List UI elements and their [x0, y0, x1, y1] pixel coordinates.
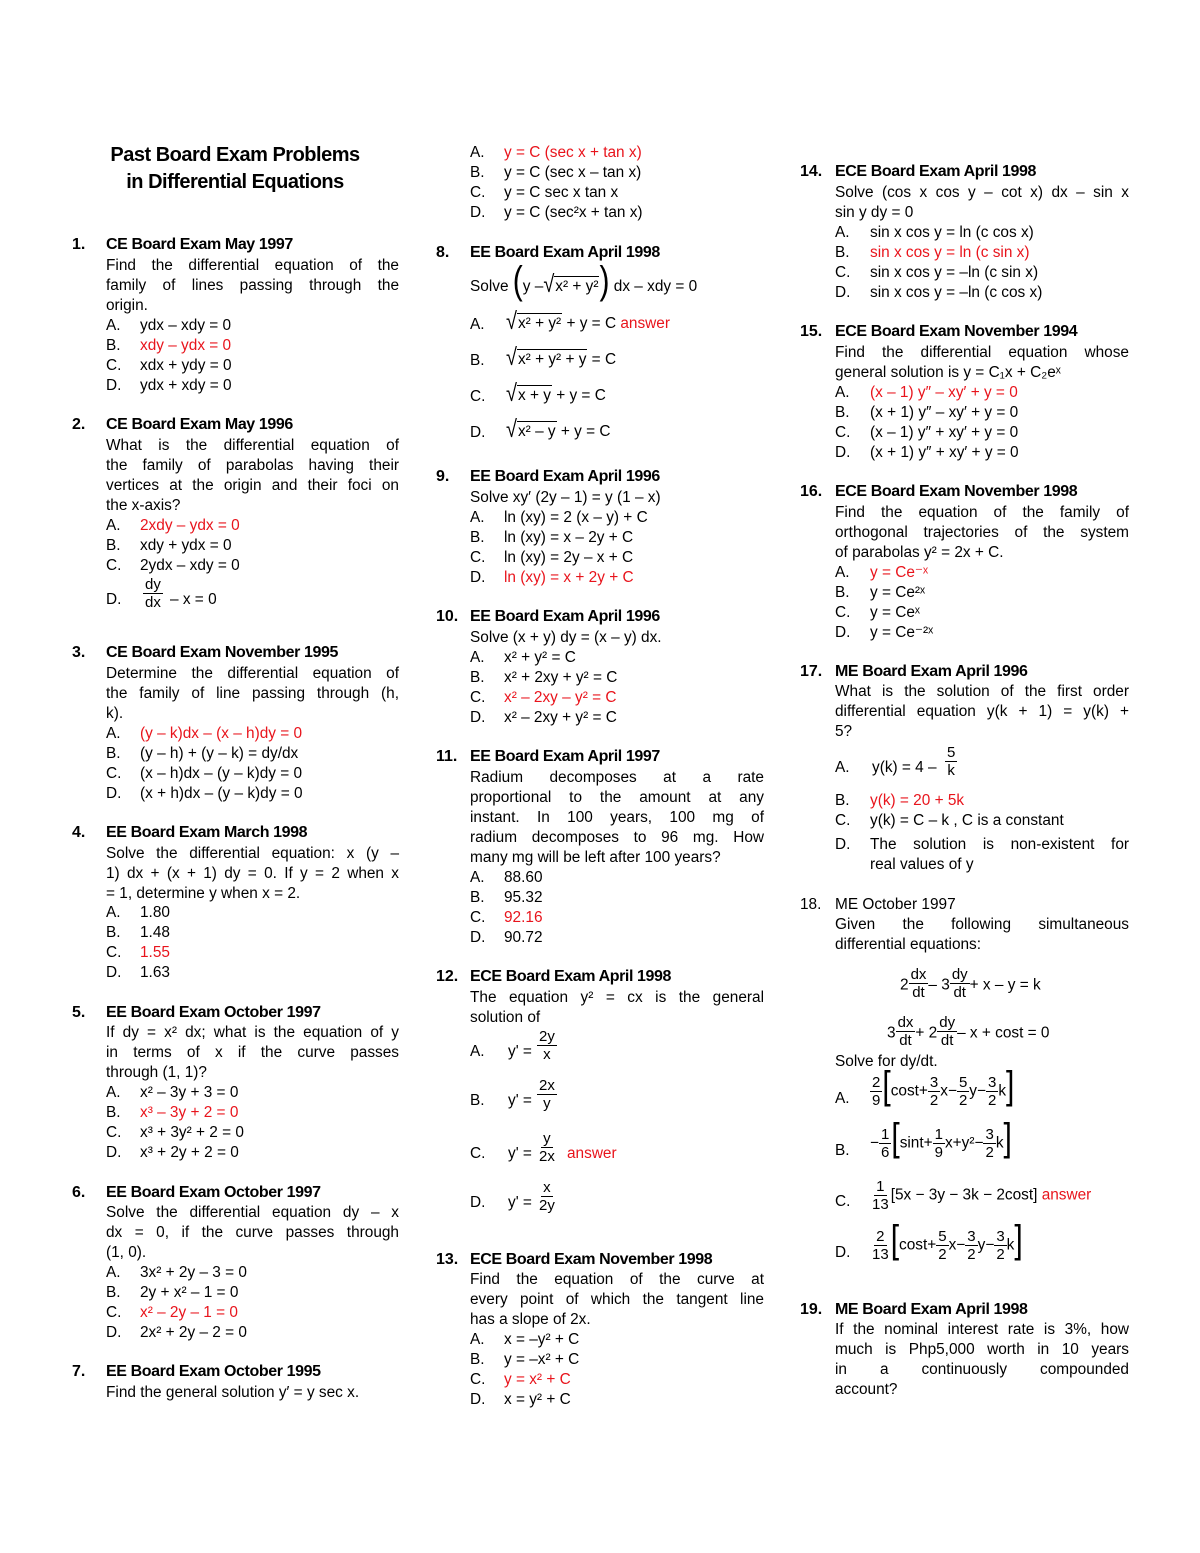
question-text-line: proportional to the amount at any — [470, 789, 764, 806]
question-heading: ME Board Exam April 1998 — [835, 1301, 1028, 1318]
question-text-line: k). — [106, 705, 124, 722]
option-text-answer: ln (xy) = x + 2y + C — [504, 569, 634, 586]
question-number: 10. — [436, 608, 459, 625]
question-text-line: has a slope of 2x. — [470, 1311, 591, 1328]
question-heading: CE Board Exam May 1996 — [106, 416, 293, 433]
fraction: $\frac{y}{2x}$ — [539, 1130, 555, 1165]
question-text-line: instant. In 100 years, 100 mg of — [470, 809, 764, 826]
option-letter: C. — [835, 604, 851, 621]
fraction-denominator: dx — [145, 594, 161, 611]
option-letter: A. — [835, 564, 850, 581]
option-letter: D. — [470, 709, 486, 726]
option-text: x² – 2xy + y² = C — [504, 709, 617, 726]
option-text: The solution is non-existent for — [870, 836, 1129, 853]
option-text: (x + h)dx – (y – k)dy = 0 — [140, 785, 303, 802]
option-text: sin x cos y = –ln (c sin x) — [870, 264, 1039, 281]
option-text: 88.60 — [504, 869, 543, 886]
option-text-answer: y(k) = 20 + 5k — [870, 792, 965, 809]
question-text-line: in terms of x if the curve passes — [106, 1044, 399, 1061]
option-text: ln (xy) = x – 2y + C — [504, 529, 634, 546]
question-heading: ECE Board Exam April 1998 — [835, 163, 1037, 180]
option-letter: B. — [470, 164, 485, 181]
question-text-line: Find the general solution y′ = y sec x. — [106, 1384, 360, 1401]
fraction-numerator: dy — [145, 576, 161, 593]
question-number: 15. — [800, 323, 823, 340]
question-heading: ECE Board Exam November 1998 — [470, 1251, 713, 1268]
option-text: y = C sec x tan x — [504, 184, 619, 201]
option-text-answer: 2xdy – ydx = 0 — [140, 517, 240, 534]
option-text: y = Ceˣ — [870, 604, 920, 621]
option-text: ln (xy) = 2y – x + C — [504, 549, 634, 566]
equation — [470, 259, 698, 303]
option-letter: A. — [835, 1090, 850, 1107]
option-text: x² – 3y + 3 = 0 — [140, 1084, 239, 1101]
question-number: 7. — [72, 1363, 86, 1380]
option-text: √x² + y² + y = C — [506, 344, 617, 372]
option-text-answer: 1.55 — [140, 944, 170, 961]
option-text-answer: y = x² + C — [504, 1371, 571, 1388]
option-text: xdx + ydy = 0 — [140, 357, 232, 374]
question-number: 12. — [436, 968, 459, 985]
question-text-line: (1, 0). — [106, 1244, 147, 1261]
option-text: 95.32 — [504, 889, 543, 906]
option-text: 2x² + 2y – 2 = 0 — [140, 1324, 247, 1341]
option-text: sin x cos y = –ln (c cos x) — [870, 284, 1043, 301]
question-text-line: Solve the differential equation dy – x — [106, 1204, 399, 1221]
option-letter: C. — [470, 909, 486, 926]
option-letter: C. — [470, 388, 486, 405]
option-letter: D. — [470, 1391, 486, 1408]
question-number: 18. — [800, 896, 822, 913]
option-letter: A. — [835, 224, 850, 241]
option-text: $\frac{1}{13}$ [5x − 3y − 3k − 2cost] answer — [872, 1178, 1092, 1213]
option-letter: B. — [835, 584, 850, 601]
option-letter: D. — [470, 1194, 486, 1211]
question-text-line: Given the following simultaneous — [835, 916, 1129, 933]
question-number: 16. — [800, 483, 823, 500]
option-letter: D. — [470, 569, 486, 586]
question-text-line: Solve xy′ (2y – 1) = y (1 – x) — [470, 489, 661, 506]
option-letter: A. — [835, 384, 850, 401]
option-text: (y – h) + (y – k) = dy/dx — [140, 745, 299, 762]
option-text: y = C (sec²x + tan x) — [504, 204, 643, 221]
question-text-line: What is the solution of the first order — [835, 683, 1129, 700]
question-heading: ME Board Exam April 1996 — [835, 663, 1028, 680]
question-heading: EE Board Exam October 1995 — [106, 1363, 321, 1380]
question-number: 6. — [72, 1184, 86, 1201]
option-letter: C. — [470, 1145, 486, 1162]
question-text-line: If the nominal interest rate is 3%, how — [835, 1321, 1129, 1338]
paren-open: ( — [512, 259, 523, 303]
option-text: y = C (sec x – tan x) — [504, 164, 642, 181]
option-letter: B. — [835, 244, 850, 261]
page-title — [75, 142, 395, 196]
question-number: 2. — [72, 416, 86, 433]
title-line-2: in Differential Equations — [126, 171, 344, 193]
option-letter: C. — [106, 1124, 122, 1141]
question-number: 14. — [800, 163, 823, 180]
question-number: 3. — [72, 644, 86, 661]
option-letter: C. — [470, 184, 486, 201]
option-letter: D. — [835, 624, 851, 641]
option-letter: C. — [835, 812, 851, 829]
question-text-line: every point of which the tangent line — [470, 1291, 764, 1308]
option-letter: B. — [470, 1351, 485, 1368]
question-text-line: in a continuously compounded — [835, 1361, 1129, 1378]
option-text: – x = 0 — [170, 591, 217, 608]
option-letter: C. — [106, 557, 122, 574]
option-letter: A. — [106, 1084, 121, 1101]
question-number: 4. — [72, 824, 86, 841]
option-letter: C. — [470, 549, 486, 566]
sqrt-sign: √ — [543, 271, 555, 299]
option-letter: D. — [835, 836, 851, 853]
option-text: x³ + 3y² + 2 = 0 — [140, 1124, 244, 1141]
option-letter: A. — [470, 509, 485, 526]
title-line-1: Past Board Exam Problems — [110, 144, 360, 166]
option-letter: C. — [106, 1304, 122, 1321]
option-text: x³ + 2y + 2 = 0 — [140, 1144, 239, 1161]
answer-marker: answer — [620, 315, 670, 332]
question-heading: CE Board Exam November 1995 — [106, 644, 338, 661]
option-text-answer: y = C (sec x + tan x) — [504, 144, 642, 161]
option-letter: A. — [470, 1043, 485, 1060]
option-letter: D. — [106, 377, 122, 394]
question-number: 5. — [72, 1004, 86, 1021]
option-letter: C. — [470, 1371, 486, 1388]
option-text: x = y² + C — [504, 1391, 571, 1408]
question-text-line: family of lines passing through the — [106, 277, 399, 294]
option-letter: C. — [470, 689, 486, 706]
option-text: √x² – y + y = C — [506, 416, 611, 444]
question-number: 11. — [436, 748, 458, 765]
option-text: x² + 2xy + y² = C — [504, 669, 618, 686]
option-text-answer: x² – 2y – 1 = 0 — [140, 1304, 238, 1321]
option-text-answer: (x – 1) y″ – xy′ + y = 0 — [870, 384, 1018, 401]
option-letter: B. — [106, 1104, 121, 1121]
question-text-line: Determine the differential equation of — [106, 665, 399, 682]
option-text: √x + y + y = C — [506, 380, 606, 408]
question-heading: ECE Board Exam November 1998 — [835, 483, 1078, 500]
option-letter: D. — [470, 929, 486, 946]
option-text: 2y + x² – 1 = 0 — [140, 1284, 239, 1301]
option-letter: B. — [470, 529, 485, 546]
question-text-line: = 1, determine y when x = 2. — [106, 885, 301, 902]
option-letter: C. — [106, 765, 122, 782]
option-lhs: y' = — [508, 1194, 532, 1211]
radicand: x² + y² — [555, 278, 599, 295]
option-letter: A. — [470, 869, 485, 886]
solve-instruction: Solve for dy/dt. — [835, 1053, 938, 1070]
question-text-line: Find the equation of the curve at — [470, 1271, 764, 1288]
option-letter: B. — [106, 924, 121, 941]
option-text: ydx – xdy = 0 — [140, 317, 232, 334]
question-text-line: The equation y² = cx is the general — [470, 989, 764, 1006]
option-letter: B. — [106, 337, 121, 354]
question-text-line: general solution is y = C₁x + C₂eˣ — [835, 364, 1061, 381]
option-text: $\frac{2}{13}$ [cost+ $\frac{5}{2}$ x− $\frac{3}{2}$ y− $\frac{3}{2}$ k] — [872, 1218, 1023, 1263]
option-letter: B. — [106, 745, 121, 762]
question-heading: EE Board Exam March 1998 — [106, 824, 308, 841]
option-text: (x + 1) y″ – xy′ + y = 0 — [870, 404, 1019, 421]
option-text: ydx + xdy = 0 — [140, 377, 232, 394]
question-text-line: account? — [835, 1381, 898, 1398]
question-text-line: sin y dy = 0 — [835, 204, 914, 221]
question-text-line: Find the equation of the family of — [835, 504, 1129, 521]
equation-part: dx – xdy = 0 — [613, 278, 698, 295]
option-text-answer: x² – 2xy – y² = C — [504, 689, 617, 706]
option-letter: C. — [835, 264, 851, 281]
question-number: 8. — [436, 244, 450, 261]
option-text: (x + 1) y″ + xy′ + y = 0 — [870, 444, 1019, 461]
question-heading: CE Board Exam May 1997 — [106, 236, 293, 253]
option-letter: A. — [470, 316, 485, 333]
option-text-answer: 92.16 — [504, 909, 543, 926]
question-heading: EE Board Exam October 1997 — [106, 1184, 321, 1201]
question-number: 9. — [436, 468, 450, 485]
fraction: $\frac{x}{2y}$ — [539, 1179, 555, 1214]
question-text-line: many mg will be left after 100 years? — [470, 849, 721, 866]
question-heading: EE Board Exam April 1998 — [470, 244, 660, 261]
option-letter: D. — [106, 1144, 122, 1161]
option-letter: B. — [106, 1284, 121, 1301]
question-text-line: Solve (cos x cos y – cot x) dx – sin x — [835, 184, 1129, 201]
option-text: y = Ce⁻²ˣ — [870, 624, 934, 641]
question-text-line: through (1, 1)? — [106, 1064, 207, 1081]
question-text-line: Solve (x + y) dy = (x – y) dx. — [470, 629, 662, 646]
question-text-line: orthogonal trajectories of the system — [835, 524, 1129, 541]
option-letter: D. — [835, 284, 851, 301]
question-text-line: vertices at the origin and their foci on — [106, 477, 399, 494]
option-text: ln (xy) = 2 (x – y) + C — [504, 509, 648, 526]
option-letter: C. — [106, 357, 122, 374]
question-text-line: much is Php5,000 worth in 10 years — [835, 1341, 1129, 1358]
equation-part: y – — [522, 278, 544, 295]
equation-1: 2 $\frac{dx}{dt}$ – 3 $\frac{dy}{dt}$ + x – y = k — [900, 966, 1041, 1001]
question-text-line: 5? — [835, 723, 853, 740]
option-text: √x² + y² + y = C answer — [506, 308, 670, 336]
option-text: y = –x² + C — [504, 1351, 580, 1368]
option-text: x² + y² = C — [504, 649, 576, 666]
option-lhs: y' = — [508, 1092, 532, 1109]
option-letter: A. — [470, 144, 485, 161]
option-lhs: y' = — [508, 1145, 532, 1162]
option-letter: D. — [835, 1244, 851, 1261]
option-text-answer: (y – k)dx – (x – h)dy = 0 — [140, 725, 303, 742]
option-letter: D. — [106, 964, 122, 981]
option-text: 3x² + 2y – 3 = 0 — [140, 1264, 247, 1281]
question-text-line: solution of — [470, 1009, 541, 1026]
question-text-line: the family of parabolas having their — [106, 457, 399, 474]
option-text: 2ydx – xdy = 0 — [140, 557, 240, 574]
fraction: $\frac{5}{k}$ — [947, 744, 956, 779]
question-text-line: Find the differential equation whose — [835, 344, 1129, 361]
option-letter: D. — [106, 1324, 122, 1341]
question-heading: EE Board Exam April 1996 — [470, 468, 660, 485]
option-text: real values of y — [870, 856, 974, 873]
question-text-line: Solve the differential equation: x (y – — [106, 845, 399, 862]
question-text-line: the family of line passing through (h, — [106, 685, 399, 702]
option-text-answer: x³ – 3y + 2 = 0 — [140, 1104, 239, 1121]
option-text-answer: xdy – ydx = 0 — [140, 337, 232, 354]
option-letter: B. — [106, 537, 121, 554]
option-text: 1.48 — [140, 924, 170, 941]
fraction: $\frac{2x}{y}$ — [539, 1077, 555, 1112]
option-letter: D. — [470, 204, 486, 221]
question-text-line: If dy = x² dx; what is the equation of y — [106, 1024, 399, 1041]
option-text: y = Ce²ˣ — [870, 584, 926, 601]
option-text: 1.80 — [140, 904, 170, 921]
option-letter: B. — [470, 669, 485, 686]
question-text-line: origin. — [106, 297, 148, 314]
option-text: $\frac{2}{9}$ [cost+ $\frac{3}{2}$ x− $\frac{5}{2}$ y− $\frac{3}{2}$ k] — [872, 1064, 1015, 1109]
option-text: − $\frac{1}{6}$ [sint+ $\frac{1}{9}$ x+y²− $\frac{3}{2}$ k] — [870, 1116, 1012, 1161]
option-text: xdy + ydx = 0 — [140, 537, 232, 554]
question-text-line: What is the differential equation of — [106, 437, 399, 454]
answer-marker: answer — [567, 1145, 617, 1162]
question-text-line: radium decomposes to 96 mg. How — [470, 829, 764, 846]
option-letter: A. — [106, 904, 121, 921]
option-letter: B. — [470, 1092, 485, 1109]
option-text: (x – h)dx – (y – k)dy = 0 — [140, 765, 303, 782]
option-letter: C. — [835, 1193, 851, 1210]
question-text-line: Find the differential equation of the — [106, 257, 399, 274]
question-text-line: 1) dx + (x + 1) dy = 0. If y = 2 when x — [106, 865, 399, 882]
option-text: x = –y² + C — [504, 1331, 580, 1348]
option-letter: C. — [835, 424, 851, 441]
question-heading: ME October 1997 — [835, 896, 956, 913]
answer-marker: answer — [1041, 1186, 1092, 1204]
option-letter: D. — [835, 444, 851, 461]
option-letter: B. — [470, 352, 485, 369]
option-letter: D. — [470, 424, 486, 441]
equation-2: 3 $\frac{dx}{dt}$ + 2 $\frac{dy}{dt}$ – x + cost = 0 — [887, 1014, 1050, 1049]
fraction — [143, 576, 163, 611]
question-heading: EE Board Exam April 1997 — [470, 748, 660, 765]
question-number: 13. — [436, 1251, 459, 1268]
option-letter: B. — [835, 1142, 850, 1159]
solve-label: Solve — [470, 278, 509, 295]
question-heading: ECE Board Exam November 1994 — [835, 323, 1078, 340]
option-letter: D. — [106, 591, 122, 608]
question-text-line: differential equations: — [835, 936, 982, 953]
option-letter: B. — [835, 404, 850, 421]
question-number: 17. — [800, 663, 823, 680]
option-text: y(k) = 4 – — [872, 759, 937, 776]
paren-close: ) — [599, 259, 610, 303]
option-text: 1.63 — [140, 964, 170, 981]
question-text-line: Radium decomposes at a rate — [470, 769, 764, 786]
question-text-line: the x-axis? — [106, 497, 181, 514]
option-letter: A. — [106, 317, 121, 334]
question-text-line: differential equation y(k + 1) = y(k) + — [835, 703, 1129, 720]
option-letter: A. — [835, 759, 850, 776]
option-text: sin x cos y = ln (c cos x) — [870, 224, 1034, 241]
fraction: $\frac{2y}{x}$ — [539, 1028, 555, 1063]
question-heading: EE Board Exam October 1997 — [106, 1004, 321, 1021]
question-number: 1. — [72, 236, 86, 253]
option-lhs: y' = — [508, 1043, 532, 1060]
question-heading: ECE Board Exam April 1998 — [470, 968, 672, 985]
option-text: y(k) = C – k , C is a constant — [870, 812, 1064, 829]
option-letter: A. — [470, 1331, 485, 1348]
question-heading: EE Board Exam April 1996 — [470, 608, 660, 625]
option-text: (x – 1) y″ + xy′ + y = 0 — [870, 424, 1019, 441]
option-text-answer: sin x cos y = ln (c sin x) — [870, 244, 1030, 261]
option-letter: A. — [470, 649, 485, 666]
option-letter: B. — [470, 889, 485, 906]
option-text-answer: y = Ce⁻ˣ — [870, 564, 929, 581]
option-letter: C. — [106, 944, 122, 961]
option-letter: B. — [835, 792, 850, 809]
option-text: 90.72 — [504, 929, 543, 946]
question-text-line: of parabolas y² = 2x + C. — [835, 544, 1004, 561]
question-number: 19. — [800, 1301, 823, 1318]
question-text-line: dx = 0, if the curve passes through — [106, 1224, 399, 1241]
option-letter: A. — [106, 1264, 121, 1281]
option-letter: D. — [106, 785, 122, 802]
option-letter: A. — [106, 725, 121, 742]
option-letter: A. — [106, 517, 121, 534]
